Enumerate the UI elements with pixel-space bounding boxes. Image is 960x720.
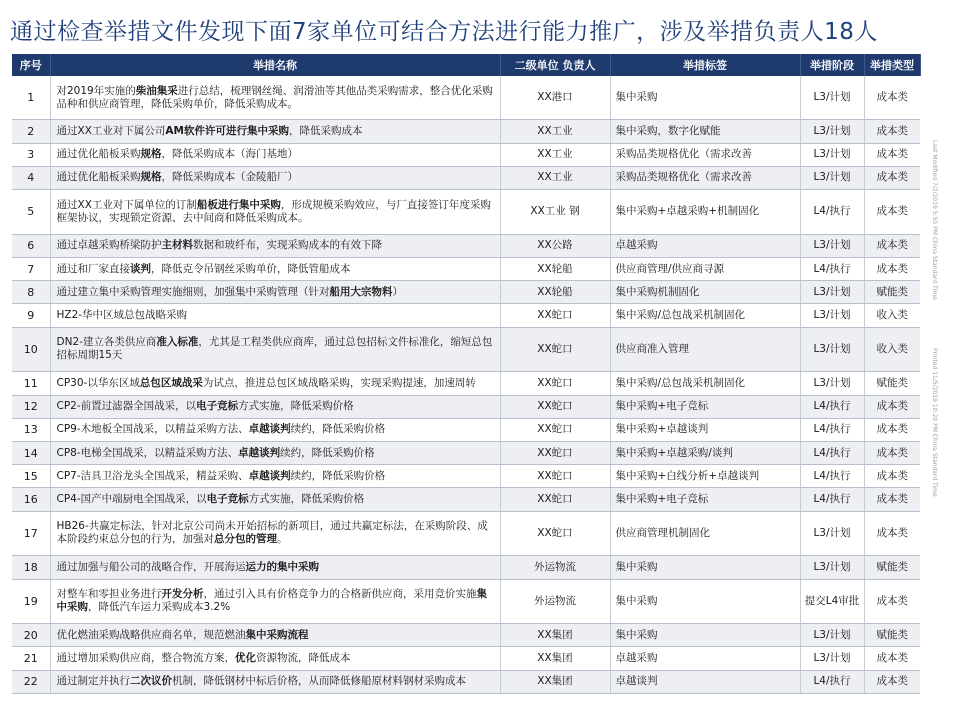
col-header-type: 举措类型 [864,54,920,76]
initiative-tag: 卓越采购 [610,234,800,257]
highlight-text: 柴油集采 [135,84,178,97]
name-text: ，降低汽车运力采购成本3.2% [88,601,231,614]
unit-owner: XX工业 [500,143,610,166]
name-text: 通过优化船板采购 [56,171,141,184]
initiative-type: 成本类 [864,418,920,441]
name-text: 续约，降低采购价格 [290,423,386,436]
last-modified-note: Last Modified 7/2/2019 5:50 PM China Standard Time [931,140,938,300]
initiative-type: 成本类 [864,670,920,693]
initiative-stage: L4/执行 [800,465,864,488]
unit-owner: XX轮船 [500,281,610,304]
name-text: HB26-共赢定标法，针对北京公司尚未开始招标的新项目，通过共赢定标法，在采购阶段、成本阶段约束总分包的行为，加强对 [56,520,488,546]
table-row [12,670,920,693]
highlight-text: 集中采购流程 [245,628,309,641]
table-row [12,304,920,327]
name-text: 优化燃油采购战略供应商名单，规范燃油 [56,628,246,641]
highlight-text: 二次议价 [130,675,172,688]
name-text: 续约，降低采购价格 [290,469,386,482]
initiative-stage: L4/执行 [800,670,864,693]
initiative-name [50,76,500,120]
table-row [12,76,920,120]
initiative-stage: 提交L4审批 [800,579,864,624]
initiative-tag: 卓越谈判 [610,670,800,693]
initiative-name [50,556,500,579]
name-text: 通过制定并执行 [56,675,130,688]
unit-owner: XX蛇口 [500,395,610,418]
row-number: 21 [12,647,50,670]
initiative-type: 成本类 [864,395,920,418]
name-text: ，降低克令吊钢丝采购单价，降低管船成本 [151,262,351,275]
row-number: 3 [12,143,50,166]
name-text: 通过优化船板采购 [56,148,141,161]
name-text: CP9-木地板全国战采，以精益采购方法、 [56,423,249,436]
row-number: 1 [12,76,50,120]
initiative-name [50,190,500,235]
initiative-type: 赋能类 [864,372,920,395]
unit-owner: XX轮船 [500,257,610,280]
page-title: 通过检查举措文件发现下面7家单位可结合方法进行能力推广，涉及举措负责人18人 [10,19,878,45]
initiative-type: 成本类 [864,488,920,511]
highlight-text: 规格 [140,171,162,184]
highlight-text: 船板进行集中采购 [196,198,281,211]
initiative-name [50,418,500,441]
initiative-name [50,579,500,624]
unit-owner: XX蛇口 [500,418,610,441]
initiative-stage: L3/计划 [800,304,864,327]
table-row [12,556,920,579]
unit-owner: XX蛇口 [500,441,610,464]
row-number: 19 [12,579,50,624]
initiative-type: 成本类 [864,647,920,670]
unit-owner: XX蛇口 [500,372,610,395]
col-header-tag: 举措标签 [610,54,800,76]
table-row [12,372,920,395]
row-number: 18 [12,556,50,579]
table-row [12,418,920,441]
highlight-text: AM软件许可进行集中采购 [165,125,289,138]
name-text: DN2-建立各类供应商 [56,336,157,349]
name-text: ，降低采购成本 [288,125,363,138]
table-row [12,166,920,189]
initiative-stage: L4/执行 [800,190,864,235]
name-text: 数据和玻纤布，实现采购成本的有效下降 [193,239,382,252]
initiative-name [50,327,500,372]
table-row [12,465,920,488]
initiative-type: 成本类 [864,166,920,189]
name-text: HZ2-华中区域总包战略采购 [56,308,188,321]
table-row [12,143,920,166]
initiative-stage: L4/执行 [800,418,864,441]
initiative-stage: L4/执行 [800,441,864,464]
initiative-stage: L3/计划 [800,76,864,120]
name-text: 通过和厂家直接 [56,262,130,275]
name-text: ，通过引入具有价格竞争力的合格新供应商，采用竞价实施 [203,588,477,601]
table-row [12,327,920,372]
name-text: ，尤其是工程类供应商库，通过总包招标文件标准化，缩短总包招标周期15天 [56,336,493,362]
initiative-tag: 集中采购/总包战采机制固化 [610,372,800,395]
initiative-stage: L3/计划 [800,281,864,304]
initiative-name [50,441,500,464]
initiative-type: 成本类 [864,234,920,257]
initiative-type: 成本类 [864,579,920,624]
unit-owner: XX集团 [500,647,610,670]
initiative-tag: 集中采购+电子竞标 [610,488,800,511]
row-number: 8 [12,281,50,304]
initiative-name [50,647,500,670]
initiative-type: 成本类 [864,120,920,143]
initiative-name [50,281,500,304]
initiative-stage: L3/计划 [800,372,864,395]
initiative-tag: 集中采购+卓越采购/谈判 [610,441,800,464]
initiative-tag: 集中采购 [610,579,800,624]
row-number: 13 [12,418,50,441]
row-number: 6 [12,234,50,257]
col-header-unit: 二级单位 负责人 [500,54,610,76]
row-number: 20 [12,624,50,647]
highlight-text: 优化 [235,652,256,665]
name-text: CP4-国产中端厨电全国战采，以 [56,492,207,505]
table-row [12,257,920,280]
initiative-stage: L3/计划 [800,556,864,579]
table-row [12,234,920,257]
name-text: 。 [277,533,288,546]
initiative-stage: L3/计划 [800,647,864,670]
table-body [12,76,920,694]
initiative-name [50,234,500,257]
initiative-stage: L4/执行 [800,488,864,511]
initiative-tag: 供应商准入管理 [610,327,800,372]
initiative-tag: 集中采购+卓越谈判 [610,418,800,441]
name-text: CP2-前置过滤器全国战采，以 [56,400,197,413]
table-row [12,190,920,235]
table-row [12,395,920,418]
initiative-name [50,395,500,418]
table-row [12,647,920,670]
unit-owner: XX蛇口 [500,488,610,511]
initiative-stage: L3/计划 [800,143,864,166]
initiative-type: 收入类 [864,327,920,372]
initiative-type: 收入类 [864,304,920,327]
name-text: 通过卓越采购桥梁防护 [56,239,162,252]
unit-owner: XX工业 钢 [500,190,610,235]
name-text: 通过增加采购供应商，整合物流方案， [56,652,235,665]
initiative-type: 成本类 [864,257,920,280]
initiative-name [50,143,500,166]
unit-owner: XX蛇口 [500,511,610,556]
highlight-text: 电子竞标 [206,492,249,505]
table-row [12,624,920,647]
name-text: 通过建立集中采购管理实施细则，加强集中采购管理（针对 [56,285,330,298]
highlight-text: 主材料 [161,239,193,252]
initiative-name [50,511,500,556]
initiative-tag: 采购品类规格优化（需求改善 [610,143,800,166]
name-text: 方式实施，降低采购价格 [238,400,354,413]
initiative-stage: L3/计划 [800,166,864,189]
initiative-name [50,166,500,189]
table-row [12,281,920,304]
initiative-stage: L3/计划 [800,234,864,257]
row-number: 22 [12,670,50,693]
col-header-name: 举措名称 [50,54,500,76]
initiative-name [50,465,500,488]
highlight-text: 卓越谈判 [248,469,291,482]
initiative-stage: L4/执行 [800,395,864,418]
initiative-tag: 供应商管理机制固化 [610,511,800,556]
col-header-no: 序号 [12,54,50,76]
name-text: ，降低采购成本（金陵船厂） [161,171,298,184]
initiative-name [50,257,500,280]
table-row [12,511,920,556]
unit-owner: XX工业 [500,120,610,143]
initiative-name [50,624,500,647]
initiative-name [50,670,500,693]
initiative-tag: 集中采购，数字化赋能 [610,120,800,143]
initiative-stage: L3/计划 [800,120,864,143]
row-number: 12 [12,395,50,418]
initiative-type: 成本类 [864,511,920,556]
highlight-text: 准入标准 [156,336,199,349]
name-text: 方式实施，降低采购价格 [248,492,365,505]
table-header [12,54,920,76]
initiative-tag: 卓越采购 [610,647,800,670]
initiative-type: 赋能类 [864,281,920,304]
unit-owner: XX蛇口 [500,327,610,372]
highlight-text: 总分包的管理 [214,533,277,546]
initiative-type: 赋能类 [864,556,920,579]
name-text: CP8-电梯全国战采，以精益采购方法、 [56,446,239,459]
row-number: 16 [12,488,50,511]
name-text: 资源物流，降低成本 [256,652,351,665]
row-number: 14 [12,441,50,464]
name-text: 进行总结，梳理钢丝绳、润滑油等其他品类采购需求，整合优化采购品种和供应商管理，降低采购单价，降低采购成本。 [56,84,493,110]
initiative-name [50,372,500,395]
unit-owner: 外运物流 [500,579,610,624]
name-text: 通过加强与船公司的战略合作，开展海运 [56,560,246,573]
initiative-tag: 集中采购/总包战采机制固化 [610,304,800,327]
initiative-type: 赋能类 [864,624,920,647]
highlight-text: 卓越谈判 [238,446,281,459]
table-row [12,579,920,624]
initiative-tag: 集中采购+卓越采购+机制固化 [610,190,800,235]
initiative-tag: 集中采购 [610,624,800,647]
row-number: 9 [12,304,50,327]
highlight-text: 开发分析 [161,588,204,601]
name-text: 对整车和零担业务进行 [56,588,162,601]
row-number: 17 [12,511,50,556]
initiative-tag: 集中采购 [610,76,800,120]
unit-owner: 外运物流 [500,556,610,579]
initiatives-table [12,54,921,694]
initiative-name [50,120,500,143]
unit-owner: XX蛇口 [500,304,610,327]
initiative-name [50,488,500,511]
row-number: 2 [12,120,50,143]
initiative-stage: L3/计划 [800,624,864,647]
row-number: 10 [12,327,50,372]
unit-owner: XX港口 [500,76,610,120]
initiative-type: 成本类 [864,465,920,488]
name-text: ） [392,285,403,298]
initiative-stage: L4/执行 [800,257,864,280]
unit-owner: XX工业 [500,166,610,189]
highlight-text: 总包区域战采 [139,376,203,389]
row-number: 5 [12,190,50,235]
initiative-stage: L3/计划 [800,327,864,372]
unit-owner: XX集团 [500,670,610,693]
name-text: ，降低采购成本（海门基地） [161,148,298,161]
initiative-tag: 集中采购 [610,556,800,579]
unit-owner: XX公路 [500,234,610,257]
row-number: 7 [12,257,50,280]
highlight-text: 集中采购 [56,588,487,614]
row-number: 4 [12,166,50,189]
highlight-text: 规格 [140,148,162,161]
initiative-type: 成本类 [864,76,920,120]
initiative-stage: L3/计划 [800,511,864,556]
col-header-stage: 举措阶段 [800,54,864,76]
name-text: 为试点，推进总包区域战略采购，实现采购提速，加速周转 [202,376,476,389]
initiative-tag: 采购品类规格优化（需求改善 [610,166,800,189]
printed-note: Printed 11/5/2019 10:20 PM China Standard Time [931,348,938,497]
name-text: ，形成规模采购效应，与厂直接签订年度采购框架协议，实现锁定资源、去中间商和降低采购成本。 [56,198,491,224]
initiative-tag: 集中采购+白线分析+卓越谈判 [610,465,800,488]
name-text: CP30-以华东区域 [56,376,140,389]
table-row [12,120,920,143]
unit-owner: XX蛇口 [500,465,610,488]
name-text: 机制，降低钢材中标后价格，从而降低修船原材料钢材采购成本 [172,675,466,688]
initiative-type: 成本类 [864,441,920,464]
highlight-text: 电子竞标 [196,400,239,413]
table-row [12,488,920,511]
name-text: 续约，降低采购价格 [280,446,375,459]
row-number: 11 [12,372,50,395]
highlight-text: 谈判 [130,262,151,275]
name-text: 通过XX工业对下属单位的订制 [56,198,197,211]
initiative-type: 成本类 [864,143,920,166]
highlight-text: 船用大宗物料 [329,285,393,298]
table-row [12,441,920,464]
name-text: CP7-洁具卫浴龙头全国战采，精益采购、 [56,469,249,482]
initiative-name [50,304,500,327]
name-text: 对2019年实施的 [56,84,136,97]
initiative-type: 成本类 [864,190,920,235]
initiative-tag: 集中采购机制固化 [610,281,800,304]
name-text: 通过XX工业对下属公司 [56,125,166,138]
highlight-text: 卓越谈判 [248,423,291,436]
highlight-text: 运力的集中采购 [245,560,319,573]
row-number: 15 [12,465,50,488]
unit-owner: XX集团 [500,624,610,647]
initiative-tag: 供应商管理/供应商寻源 [610,257,800,280]
initiative-tag: 集中采购+电子竞标 [610,395,800,418]
